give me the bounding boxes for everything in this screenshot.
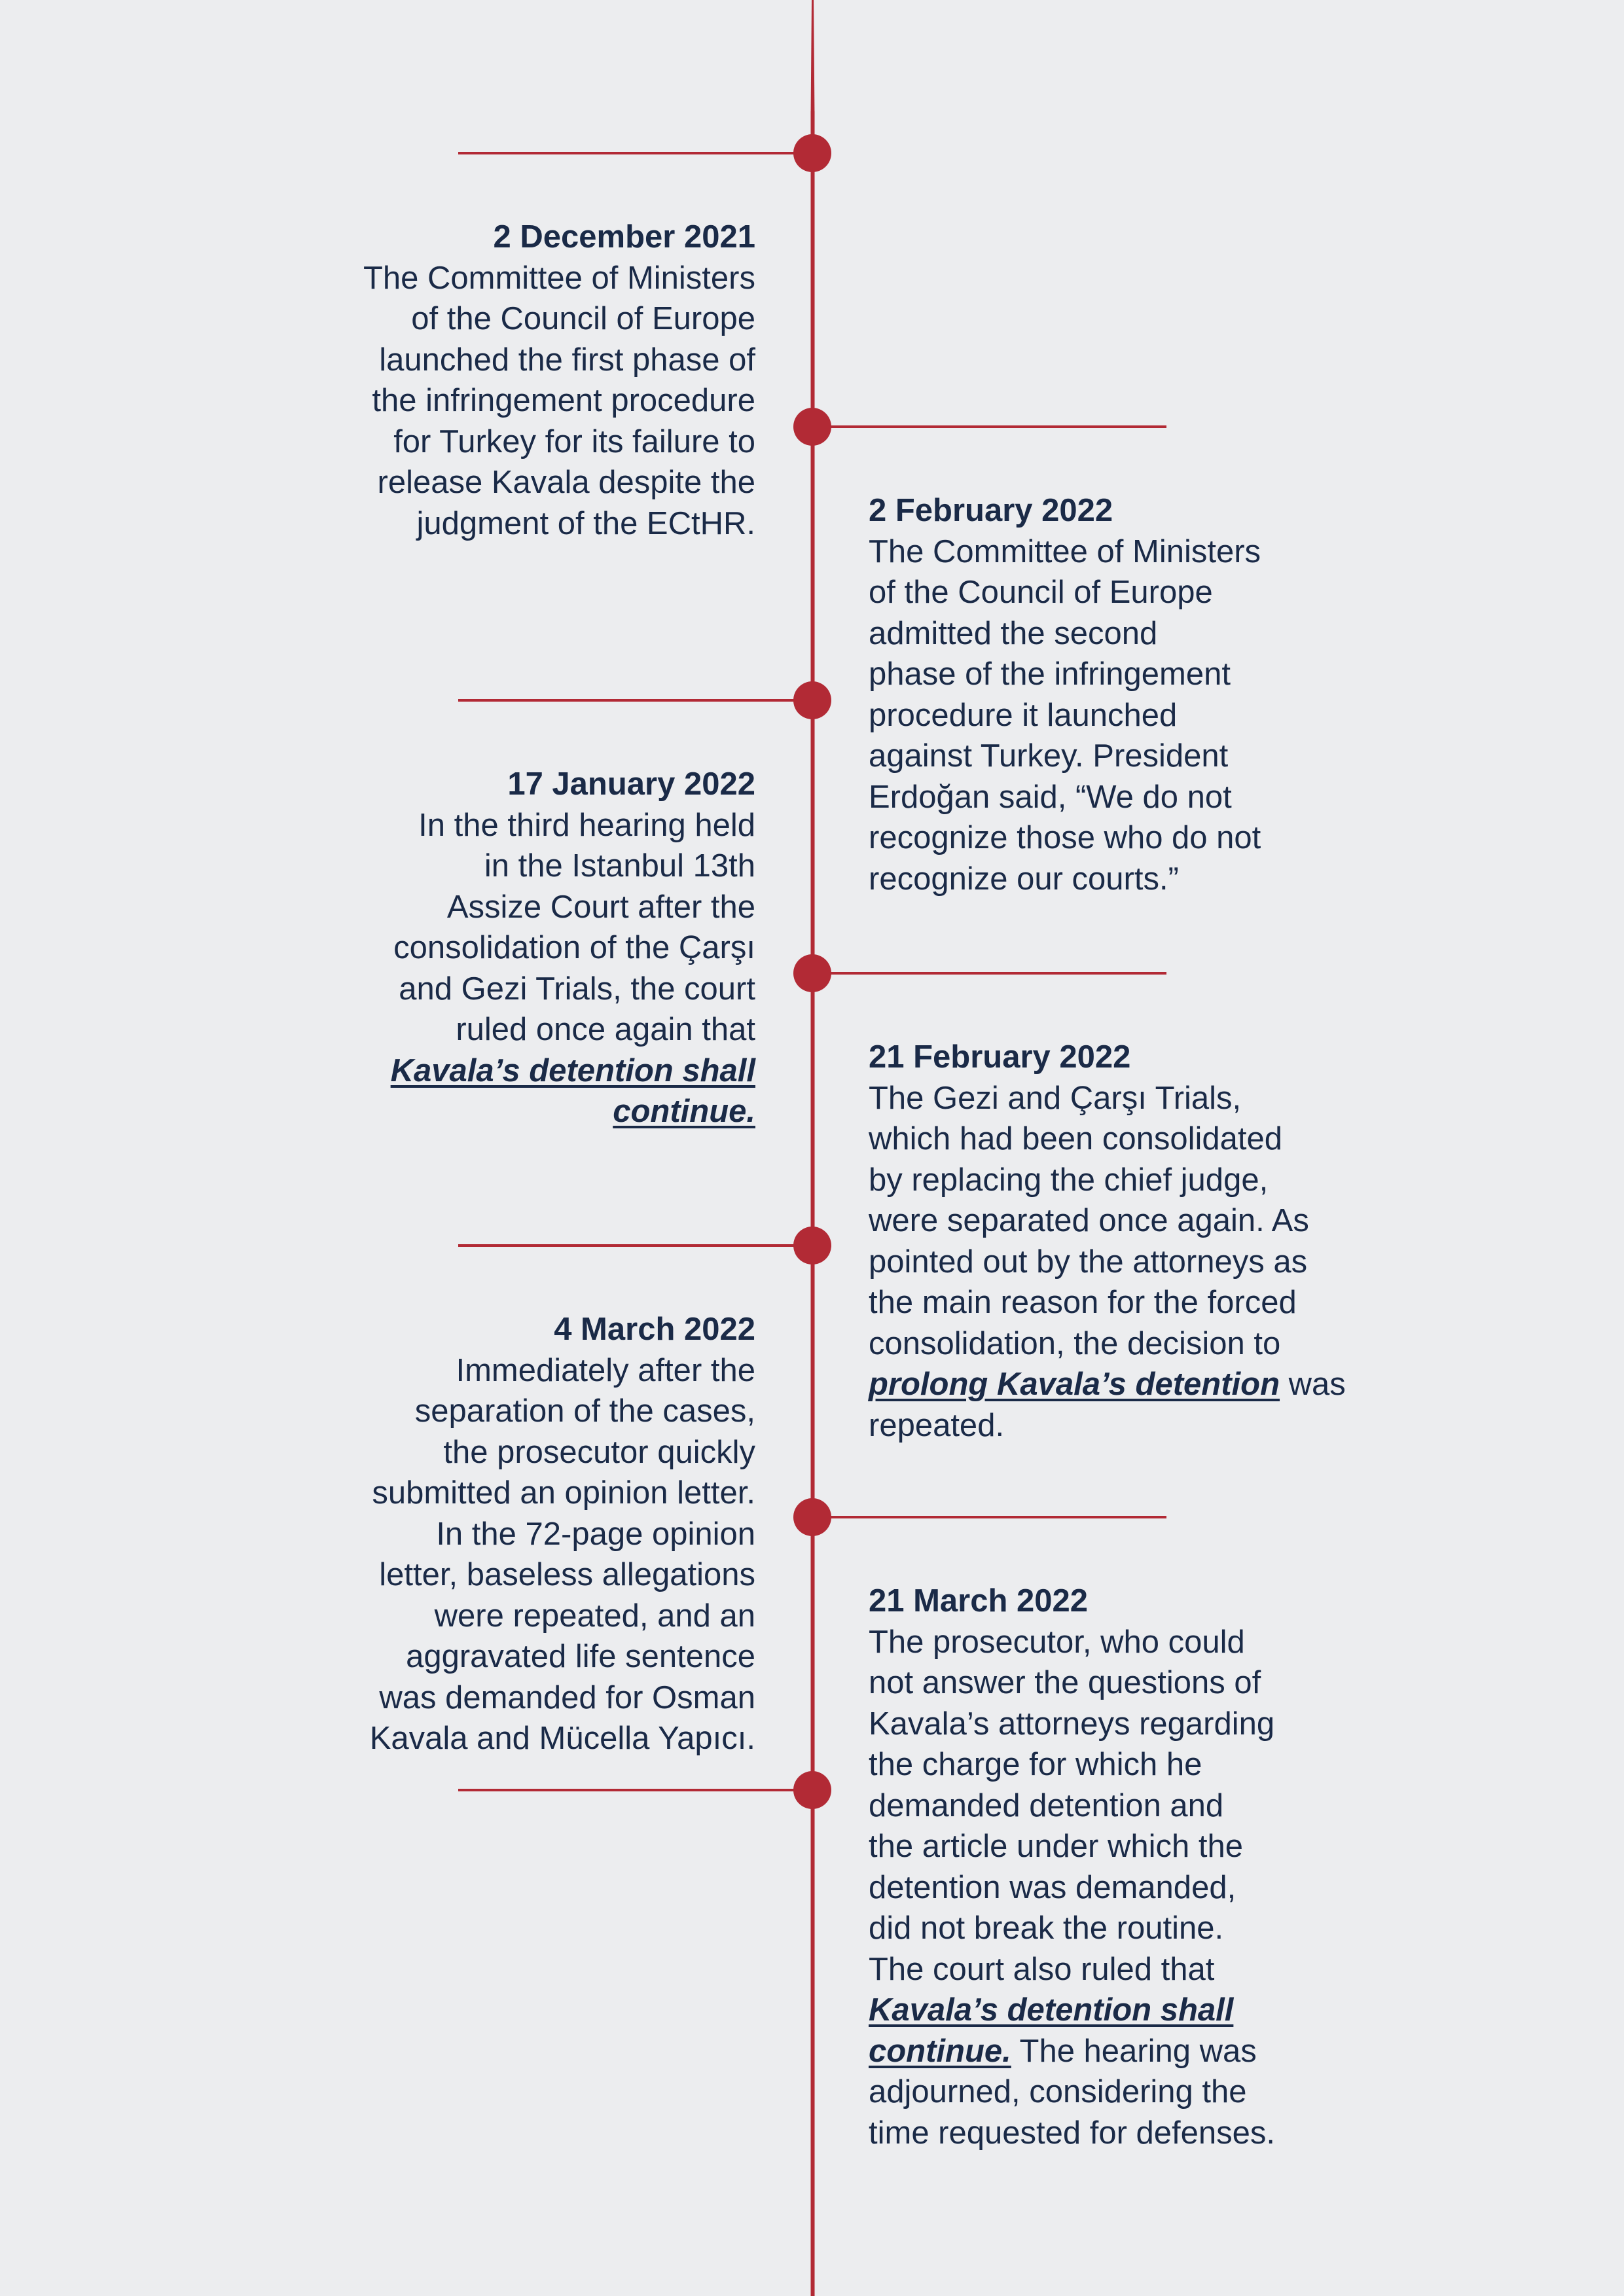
- description-text: Kavala and Mücella Yapıcı.: [369, 1721, 755, 1756]
- description-text: which had been consolidated: [869, 1121, 1283, 1157]
- description-text: the charge for which he: [869, 1747, 1202, 1782]
- event-description-line: [869, 817, 1405, 859]
- event-description-line: [258, 1432, 755, 1473]
- event-description-line: [869, 1405, 1405, 1446]
- description-text: against Turkey. President: [869, 738, 1229, 774]
- event-description-line: [258, 1514, 755, 1555]
- description-text: launched the first phase of: [379, 342, 755, 378]
- emphasized-text: Kavala’s detention shall: [390, 1052, 755, 1088]
- description-text: adjourned, considering the: [869, 2074, 1247, 2109]
- emphasized-text: prolong Kavala’s detention: [869, 1367, 1280, 1402]
- timeline-marker-dot: [793, 1498, 831, 1536]
- event-description-line: [258, 927, 755, 969]
- timeline-entry: [869, 1037, 1405, 1446]
- description-text: was: [1280, 1367, 1346, 1402]
- description-text: demanded detention and: [869, 1787, 1224, 1823]
- description-text: letter, baseless allegations: [379, 1557, 755, 1592]
- event-description-line: [258, 422, 755, 463]
- event-description-line: [258, 1636, 755, 1677]
- description-text: and Gezi Trials, the court: [399, 971, 755, 1007]
- event-description-line: [869, 1622, 1405, 1663]
- description-text: The Gezi and Çarşı Trials,: [869, 1080, 1242, 1116]
- timeline-marker-dot: [793, 408, 831, 446]
- description-text: Assize Court after the: [446, 889, 755, 925]
- event-description-line: [869, 613, 1405, 655]
- description-text: judgment of the ECtHR.: [416, 505, 755, 541]
- event-date: 21 February 2022: [869, 1039, 1131, 1075]
- description-text: The hearing was: [1011, 2033, 1257, 2069]
- event-description-line: [869, 1323, 1405, 1365]
- event-description-line: [258, 846, 755, 887]
- event-description-line: [869, 1160, 1405, 1201]
- description-text: recognize our courts.”: [869, 861, 1179, 897]
- event-description-line: [258, 1391, 755, 1432]
- description-text: for Turkey for its failure to: [393, 423, 755, 459]
- description-text: separation of the cases,: [414, 1393, 755, 1429]
- event-description-line: [258, 258, 755, 299]
- description-text: In the 72-page opinion: [436, 1516, 755, 1552]
- description-text: aggravated life sentence: [406, 1639, 755, 1674]
- event-description-line: [869, 859, 1405, 900]
- event-description-line: [258, 1554, 755, 1596]
- description-text: In the third hearing held: [418, 807, 755, 843]
- timeline-marker-dot: [793, 681, 831, 719]
- event-description-line: [258, 1677, 755, 1719]
- event-date: 2 February 2022: [869, 493, 1113, 528]
- description-text: The prosecutor, who could: [869, 1624, 1245, 1660]
- event-description-line: [869, 1662, 1405, 1704]
- description-text: did not break the routine.: [869, 1910, 1224, 1946]
- description-text: pointed out by the attorneys as: [869, 1244, 1308, 1280]
- description-text: time requested for defenses.: [869, 2115, 1276, 2151]
- event-date: 2 December 2021: [493, 219, 755, 255]
- description-text: The court also ruled that: [869, 1951, 1215, 1987]
- description-text: Kavala’s attorneys regarding: [869, 1706, 1275, 1742]
- description-text: the prosecutor quickly: [443, 1434, 755, 1470]
- description-text: detention was demanded,: [869, 1869, 1236, 1905]
- event-description-line: [869, 1282, 1405, 1323]
- description-text: in the Istanbul 13th: [484, 848, 755, 884]
- description-text: were repeated, and an: [434, 1598, 755, 1634]
- description-text: was demanded for Osman: [379, 1679, 755, 1715]
- event-description-line: [258, 1091, 755, 1132]
- event-description-line: [258, 1473, 755, 1514]
- event-description-line: [258, 462, 755, 503]
- description-text: release Kavala despite the: [377, 465, 755, 500]
- event-description-line: [869, 777, 1405, 818]
- event-description-line: [869, 572, 1405, 613]
- event-description-line: [869, 1826, 1405, 1867]
- event-description-line: [258, 340, 755, 381]
- event-description-line: [258, 1350, 755, 1391]
- description-text: by replacing the chief judge,: [869, 1162, 1269, 1198]
- event-description-line: [869, 1990, 1405, 2031]
- timeline-marker-dot: [793, 1227, 831, 1265]
- event-description-line: [258, 380, 755, 422]
- description-text: consolidation of the Çarşı: [393, 930, 755, 965]
- event-description-line: [258, 969, 755, 1010]
- description-text: the article under which the: [869, 1829, 1243, 1864]
- event-description-line: [258, 503, 755, 545]
- description-text: The Committee of Ministers: [363, 260, 755, 296]
- event-description-line: [869, 1908, 1405, 1949]
- event-description-line: [258, 887, 755, 928]
- event-description-line: [258, 1718, 755, 1759]
- event-description-line: [869, 1949, 1405, 1990]
- timeline-entry: [258, 217, 755, 544]
- description-text: submitted an opinion letter.: [372, 1475, 755, 1511]
- event-date: 4 March 2022: [554, 1312, 755, 1347]
- timeline-entry: [258, 764, 755, 1132]
- timeline-entry: [869, 1581, 1405, 2153]
- event-date: 17 January 2022: [507, 766, 755, 802]
- event-description-line: [869, 1242, 1405, 1283]
- emphasized-text: continue.: [869, 2033, 1011, 2069]
- description-text: not answer the questions of: [869, 1665, 1261, 1700]
- emphasized-text: continue.: [613, 1094, 755, 1129]
- event-description-line: [869, 1364, 1405, 1405]
- event-description-line: [869, 1704, 1405, 1745]
- description-text: of the Council of Europe: [411, 301, 755, 336]
- event-description-line: [869, 1200, 1405, 1242]
- timeline-spine-taper: [811, 0, 815, 118]
- description-text: the main reason for the forced: [869, 1285, 1297, 1320]
- event-description-line: [869, 1867, 1405, 1909]
- description-text: procedure it launched: [869, 697, 1178, 733]
- description-text: repeated.: [869, 1407, 1005, 1443]
- description-text: were separated once again. As: [869, 1203, 1309, 1238]
- timeline-marker-dot: [793, 134, 831, 172]
- event-description-line: [869, 695, 1405, 736]
- timeline-marker-dot: [793, 954, 831, 992]
- description-text: The Committee of Ministers: [869, 533, 1261, 569]
- emphasized-text: Kavala’s detention shall: [869, 1992, 1234, 2028]
- event-description-line: [869, 1078, 1405, 1119]
- description-text: ruled once again that: [456, 1012, 755, 1047]
- description-text: Erdoğan said, “We do not: [869, 779, 1232, 815]
- description-text: Immediately after the: [456, 1352, 755, 1388]
- event-description-line: [869, 1119, 1405, 1160]
- description-text: recognize those who do not: [869, 820, 1261, 855]
- event-description-line: [869, 1785, 1405, 1827]
- event-description-line: [869, 654, 1405, 695]
- event-description-line: [258, 298, 755, 340]
- event-description-line: [869, 2072, 1405, 2113]
- event-description-line: [258, 805, 755, 846]
- timeline-entry: [869, 490, 1405, 899]
- timeline-entry: [258, 1309, 755, 1759]
- event-description-line: [258, 1050, 755, 1092]
- description-text: the infringement procedure: [372, 383, 755, 418]
- description-text: phase of the infringement: [869, 656, 1231, 692]
- event-description-line: [869, 531, 1405, 573]
- event-description-line: [869, 1744, 1405, 1785]
- event-description-line: [869, 2031, 1405, 2072]
- description-text: of the Council of Europe: [869, 575, 1213, 610]
- description-text: consolidation, the decision to: [869, 1325, 1281, 1361]
- event-description-line: [258, 1596, 755, 1637]
- event-description-line: [869, 2113, 1405, 2154]
- event-description-line: [869, 736, 1405, 777]
- description-text: admitted the second: [869, 615, 1158, 651]
- event-date: 21 March 2022: [869, 1583, 1089, 1619]
- event-description-line: [258, 1009, 755, 1050]
